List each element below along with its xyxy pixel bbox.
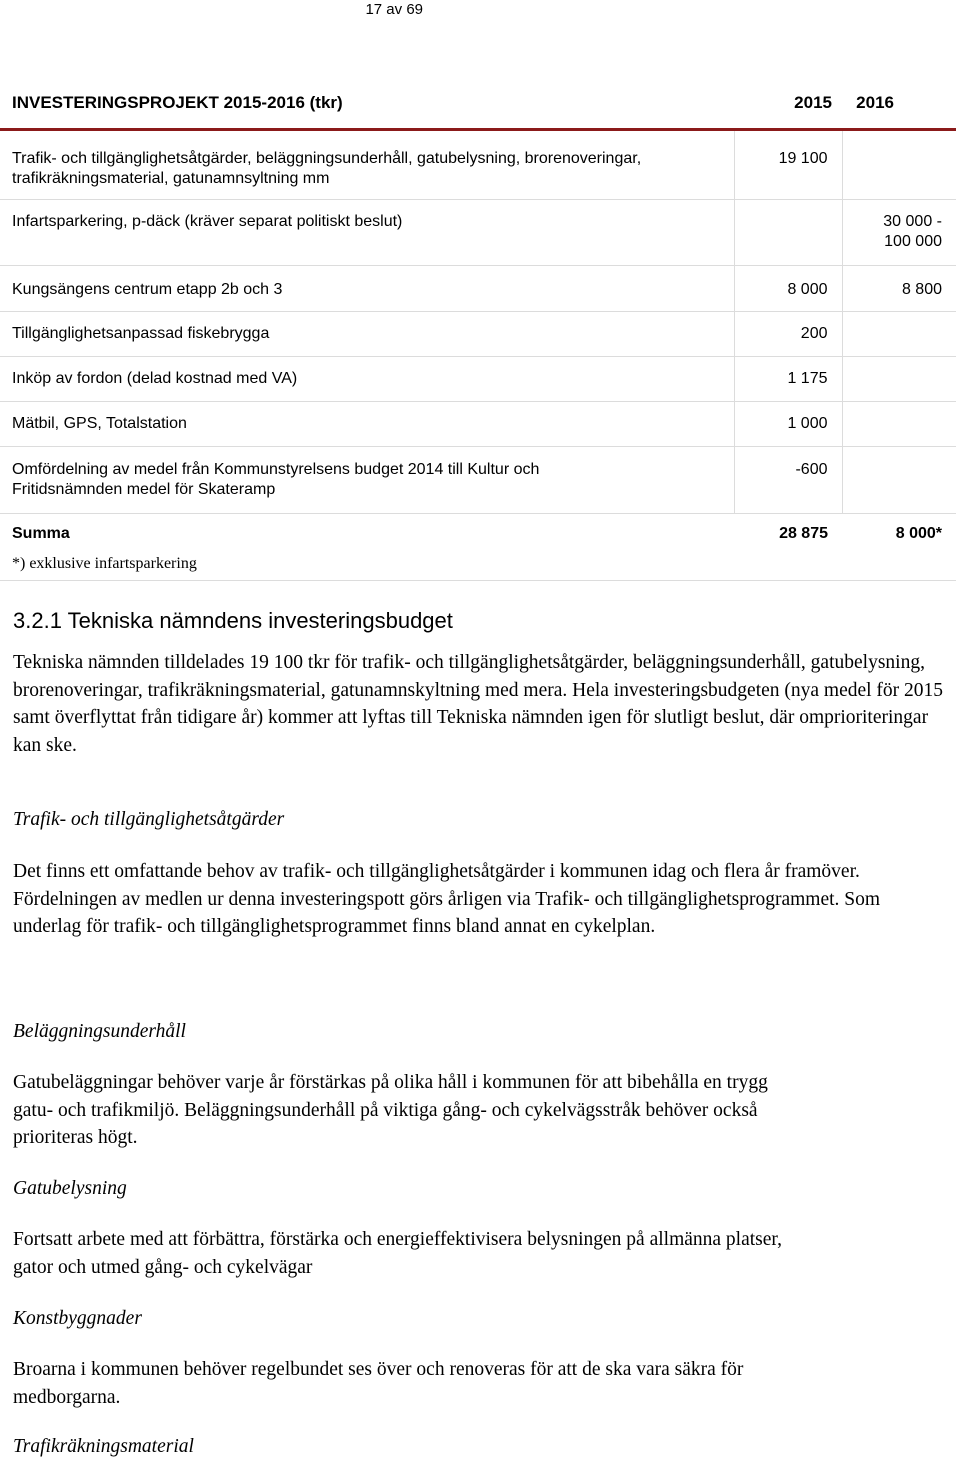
table-row [0, 200, 956, 266]
row-description: Inköp av fordon (delad kostnad med VA) [0, 357, 734, 402]
subsection-text: Broarna i kommunen behöver regelbundet ses över och renoveras för att de ska vara säkra för medborgarna. [13, 1359, 744, 1408]
table-row [0, 447, 956, 514]
subsection-traffic-counting [13, 1433, 948, 1461]
row-value-2016 [842, 402, 956, 447]
row-value-2015 [734, 200, 842, 266]
subsection-title: Beläggningsunderhåll [13, 1021, 186, 1042]
page-number: 17 av 69 [365, 1, 423, 18]
subsection-text: Fortsatt arbete med att förbättra, förstärka och energieffektivisera belysningen på allmänna platser, gator och utmed gång- och cykelvägar [13, 1229, 782, 1278]
row-value-2015: 1 000 [734, 402, 842, 447]
subsection-lighting-body [13, 1226, 783, 1281]
subsection-text: Det finns ett omfattande behov av trafik- och tillgänglighetsåtgärder i kommunen idag och flera år framöver. Fördelningen av medlen ur denna investeringspott görs årligen via Trafik- och tillgänglighetsprogrammet. Som underlag för trafik- och tillgänglighetsprogrammet finns bland annat en cykelplan. [13, 861, 881, 937]
subsection-paving [13, 1018, 948, 1046]
subsection-title: Trafikräkningsmaterial [13, 1436, 194, 1457]
row-value-2016 [842, 130, 956, 200]
table-title: INVESTERINGSPROJEKT 2015-2016 (tkr) [0, 78, 734, 130]
row-value-2015: -600 [734, 447, 842, 514]
column-header-2015: 2015 [734, 78, 842, 130]
subsection-structures [13, 1305, 948, 1333]
row-value-2015: 200 [734, 312, 842, 357]
row-value-2016: 30 000 - 100 000 [842, 200, 956, 266]
column-header-2016: 2016 [842, 78, 956, 130]
section-body [13, 649, 948, 759]
table-row [0, 402, 956, 447]
table-row [0, 312, 956, 357]
section-heading: 3.2.1 Tekniska nämndens investeringsbudget [13, 608, 453, 633]
subsection-text: Gatubeläggningar behöver varje år förstärkas på olika håll i kommunen för att bibehålla en trygg gatu- och trafikmiljö. Beläggningsunderhåll på viktiga gång- och cykelvägsstråk behöver också prioriteras högt. [13, 1072, 768, 1148]
table-footnote: *) exklusive infartsparkering [0, 554, 956, 581]
subsection-structures-body [13, 1356, 783, 1411]
row-description: Tillgänglighetsanpassad fiskebrygga [0, 312, 734, 357]
row-description: Omfördelning av medel från Kommunstyrelsens budget 2014 till Kultur och Fritidsnämnden medel för Skateramp [0, 447, 734, 514]
table-total-row [0, 514, 956, 555]
row-value-2016 [842, 312, 956, 357]
table-header-row [0, 78, 956, 130]
row-value-2016 [842, 357, 956, 402]
row-description: Trafik- och tillgänglighetsåtgärder, beläggningsunderhåll, gatubelysning, brorenoveringar, trafikräkningsmaterial, gatunamnsyltning mm [0, 130, 734, 200]
subsection-lighting [13, 1175, 948, 1203]
subsection-paving-body [13, 1069, 783, 1152]
row-description: Mätbil, GPS, Totalstation [0, 402, 734, 447]
row-description: Infartsparkering, p-däck (kräver separat politiskt beslut) [0, 200, 734, 266]
row-value-2015: 8 000 [734, 266, 842, 312]
subsection-traffic [13, 806, 948, 834]
subsection-title: Gatubelysning [13, 1178, 127, 1199]
total-label: Summa [12, 525, 70, 542]
row-value-2015: 19 100 [734, 130, 842, 200]
table-footnote-row [0, 554, 956, 581]
investment-table [0, 78, 956, 581]
subsection-title: Trafik- och tillgänglighetsåtgärder [13, 809, 285, 830]
table-row [0, 130, 956, 200]
table-row [0, 357, 956, 402]
table-row [0, 266, 956, 312]
total-value-2016: 8 000* [895, 525, 942, 542]
row-value-2015: 1 175 [734, 357, 842, 402]
row-description: Kungsängens centrum etapp 2b och 3 [0, 266, 734, 312]
subsection-traffic-body [13, 858, 948, 941]
row-value-2016 [842, 447, 956, 514]
row-value-2016: 8 800 [842, 266, 956, 312]
subsection-title: Konstbyggnader [13, 1308, 142, 1329]
total-value-2015: 28 875 [779, 525, 828, 542]
intro-paragraph: Tekniska nämnden tilldelades 19 100 tkr för trafik- och tillgänglighetsåtgärder, beläggningsunderhåll, gatubelysning, brorenoveringar, trafikräkningsmaterial, gatunamnskyltning med mera. Hela investeringsbudgeten (nya medel för 2015 samt överflyttat från tidigare år) kommer att lyftas till Tekniska nämnden igen för slutligt beslut, där omprioriteringar kan ske. [13, 652, 944, 756]
